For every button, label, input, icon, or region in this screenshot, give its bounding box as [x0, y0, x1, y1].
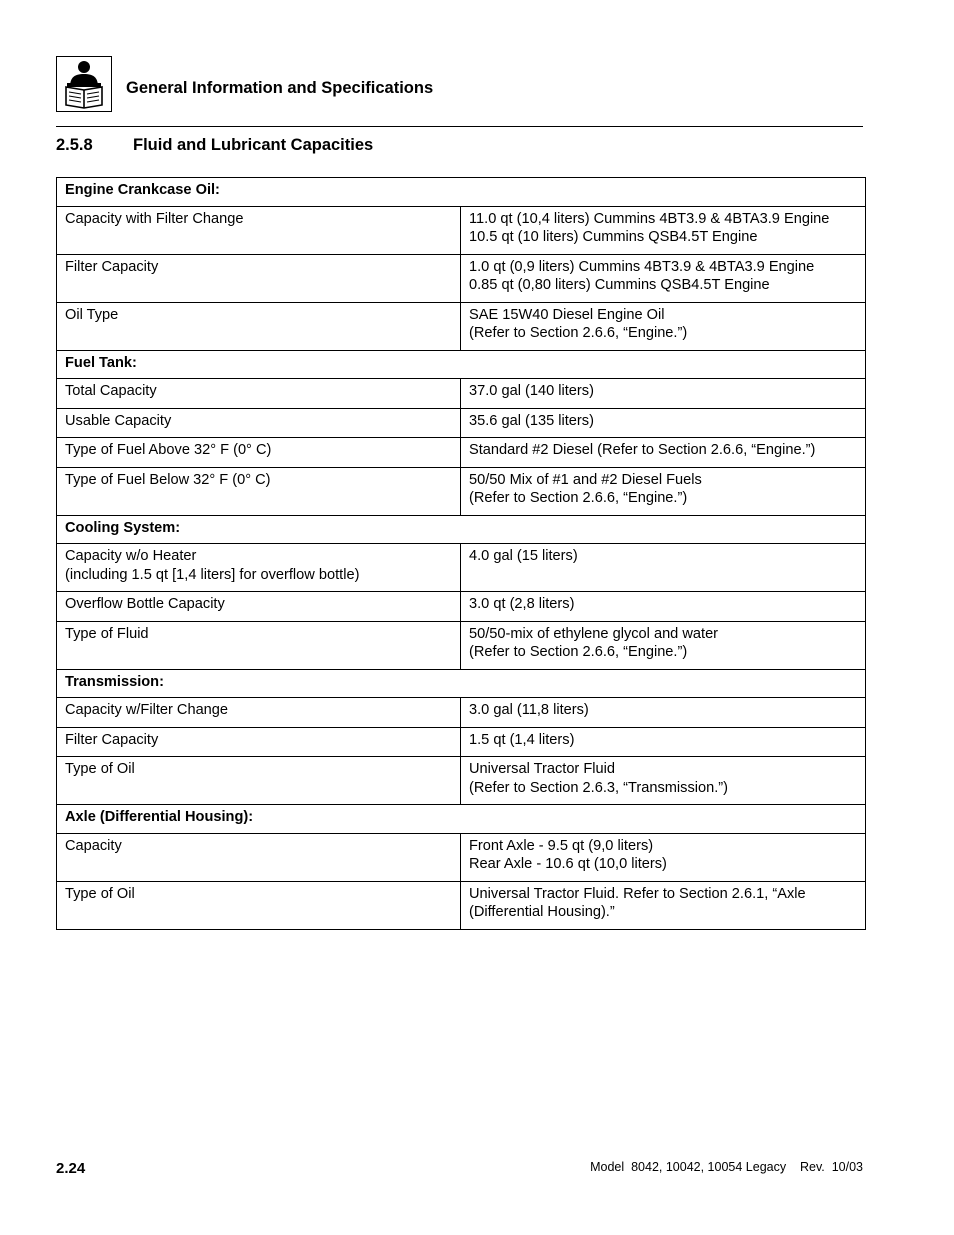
spec-label-cell	[57, 621, 461, 669]
header-title: General Information and Specifications	[126, 79, 434, 97]
spec-value: (Refer to Section 2.6.6, “Engine.”)	[469, 490, 688, 506]
table-group-header	[57, 805, 866, 834]
table-group-header	[57, 515, 866, 544]
spec-value: SAE 15W40 Diesel Engine Oil	[469, 306, 665, 323]
spec-value: 4.0 gal (15 liters)	[469, 548, 578, 564]
spec-value-cell	[461, 592, 866, 622]
spec-label: Overflow Bottle Capacity	[65, 596, 225, 612]
table-row	[57, 438, 866, 468]
spec-value: 0.85 qt (0,80 liters) Cummins QSB4.5T Engine	[469, 277, 770, 293]
group-title: Axle (Differential Housing):	[57, 805, 866, 834]
spec-label-cell	[57, 467, 461, 515]
spec-value-cell	[461, 621, 866, 669]
spec-label-cell	[57, 302, 461, 350]
spec-value-cell	[461, 408, 866, 438]
spec-value-cell	[461, 206, 866, 254]
section-number: 2.5.8	[56, 136, 93, 154]
group-title: Cooling System:	[57, 515, 866, 544]
spec-value: 11.0 qt (10,4 liters) Cummins 4BT3.9 & 4BTA3.9 Engine	[469, 210, 830, 227]
spec-value: 50/50-mix of ethylene glycol and water	[469, 625, 719, 642]
spec-value-cell	[461, 379, 866, 409]
spec-label-cell	[57, 379, 461, 409]
spec-value-cell	[461, 833, 866, 881]
spec-value-cell	[461, 757, 866, 805]
spec-value: Rear Axle - 10.6 qt (10,0 liters)	[469, 856, 667, 872]
section-title: Fluid and Lubricant Capacities	[133, 136, 374, 154]
table-row	[57, 698, 866, 728]
spec-value: 37.0 gal (140 liters)	[469, 383, 594, 399]
spec-label: Capacity with Filter Change	[65, 210, 244, 227]
spec-label-cell	[57, 206, 461, 254]
header-divider	[56, 126, 863, 127]
spec-label-cell	[57, 881, 461, 929]
spec-label-cell	[57, 408, 461, 438]
spec-label: Capacity w/Filter Change	[65, 702, 229, 718]
table-group-header	[57, 350, 866, 379]
spec-value: (Differential Housing).”	[469, 904, 615, 920]
spec-label-cell	[57, 698, 461, 728]
spec-label: Usable Capacity	[65, 412, 172, 429]
spec-label: Type of Fuel Above 32° F (0° C)	[65, 442, 272, 458]
spec-label: Oil Type	[65, 306, 119, 323]
spec-value: 1.5 qt (1,4 liters)	[469, 731, 575, 748]
reading-manual-icon	[56, 56, 112, 112]
table-row	[57, 621, 866, 669]
spec-label-cell	[57, 544, 461, 592]
spec-label: Type of Fuel Below 32° F (0° C)	[65, 471, 271, 488]
spec-value-cell	[461, 544, 866, 592]
spec-label: Filter Capacity	[65, 258, 159, 275]
table-row	[57, 254, 866, 302]
table-row	[57, 408, 866, 438]
spec-value: 3.0 qt (2,8 liters)	[469, 596, 575, 612]
page-number: 2.24	[56, 1160, 86, 1177]
spec-label: Type of Oil	[65, 885, 135, 902]
spec-label-cell	[57, 757, 461, 805]
spec-label-cell	[57, 592, 461, 622]
group-title: Fuel Tank:	[57, 350, 866, 379]
spec-label: Filter Capacity	[65, 731, 159, 748]
table-row	[57, 881, 866, 929]
group-title: Engine Crankcase Oil:	[57, 178, 866, 207]
group-title: Transmission:	[57, 669, 866, 698]
model-revision: Model 8042, 10042, 10054 Legacy Rev. 10/03	[590, 1160, 863, 1174]
spec-value: 10.5 qt (10 liters) Cummins QSB4.5T Engine	[469, 229, 758, 245]
spec-value: Front Axle - 9.5 qt (9,0 liters)	[469, 837, 654, 854]
spec-label: Capacity w/o Heater	[65, 548, 197, 564]
spec-value-cell	[461, 302, 866, 350]
spec-value: (Refer to Section 2.6.3, “Transmission.”)	[469, 779, 728, 796]
capacities-table-body	[57, 178, 866, 930]
spec-value: (Refer to Section 2.6.6, “Engine.”)	[469, 644, 688, 660]
spec-value: 50/50 Mix of #1 and #2 Diesel Fuels	[469, 471, 702, 488]
table-row	[57, 206, 866, 254]
spec-label: Capacity	[65, 837, 122, 854]
spec-label: (including 1.5 qt [1,4 liters] for overflow bottle)	[65, 566, 360, 583]
capacities-table	[56, 177, 866, 930]
spec-value: Standard #2 Diesel (Refer to Section 2.6.6, “Engine.”)	[469, 442, 816, 458]
table-row	[57, 467, 866, 515]
spec-label: Total Capacity	[65, 383, 157, 399]
spec-value: 1.0 qt (0,9 liters) Cummins 4BT3.9 & 4BTA3.9 Engine	[469, 258, 815, 275]
table-row	[57, 379, 866, 409]
spec-value: 3.0 gal (11,8 liters)	[469, 702, 589, 718]
spec-label-cell	[57, 727, 461, 757]
table-row	[57, 544, 866, 592]
spec-value: Universal Tractor Fluid. Refer to Section 2.6.1, “Axle	[469, 885, 806, 902]
table-row	[57, 727, 866, 757]
table-row	[57, 833, 866, 881]
table-group-header	[57, 669, 866, 698]
table-row	[57, 757, 866, 805]
spec-value: (Refer to Section 2.6.6, “Engine.”)	[469, 325, 688, 341]
table-row	[57, 592, 866, 622]
spec-value-cell	[461, 727, 866, 757]
spec-label-cell	[57, 254, 461, 302]
spec-value-cell	[461, 698, 866, 728]
table-group-header	[57, 178, 866, 207]
spec-label-cell	[57, 833, 461, 881]
spec-label-cell	[57, 438, 461, 468]
spec-value: Universal Tractor Fluid	[469, 761, 615, 777]
spec-value-cell	[461, 467, 866, 515]
spec-label: Type of Fluid	[65, 625, 149, 642]
spec-value-cell	[461, 881, 866, 929]
spec-label: Type of Oil	[65, 761, 135, 777]
table-row	[57, 302, 866, 350]
spec-value-cell	[461, 254, 866, 302]
spec-value-cell	[461, 438, 866, 468]
spec-value: 35.6 gal (135 liters)	[469, 412, 594, 429]
